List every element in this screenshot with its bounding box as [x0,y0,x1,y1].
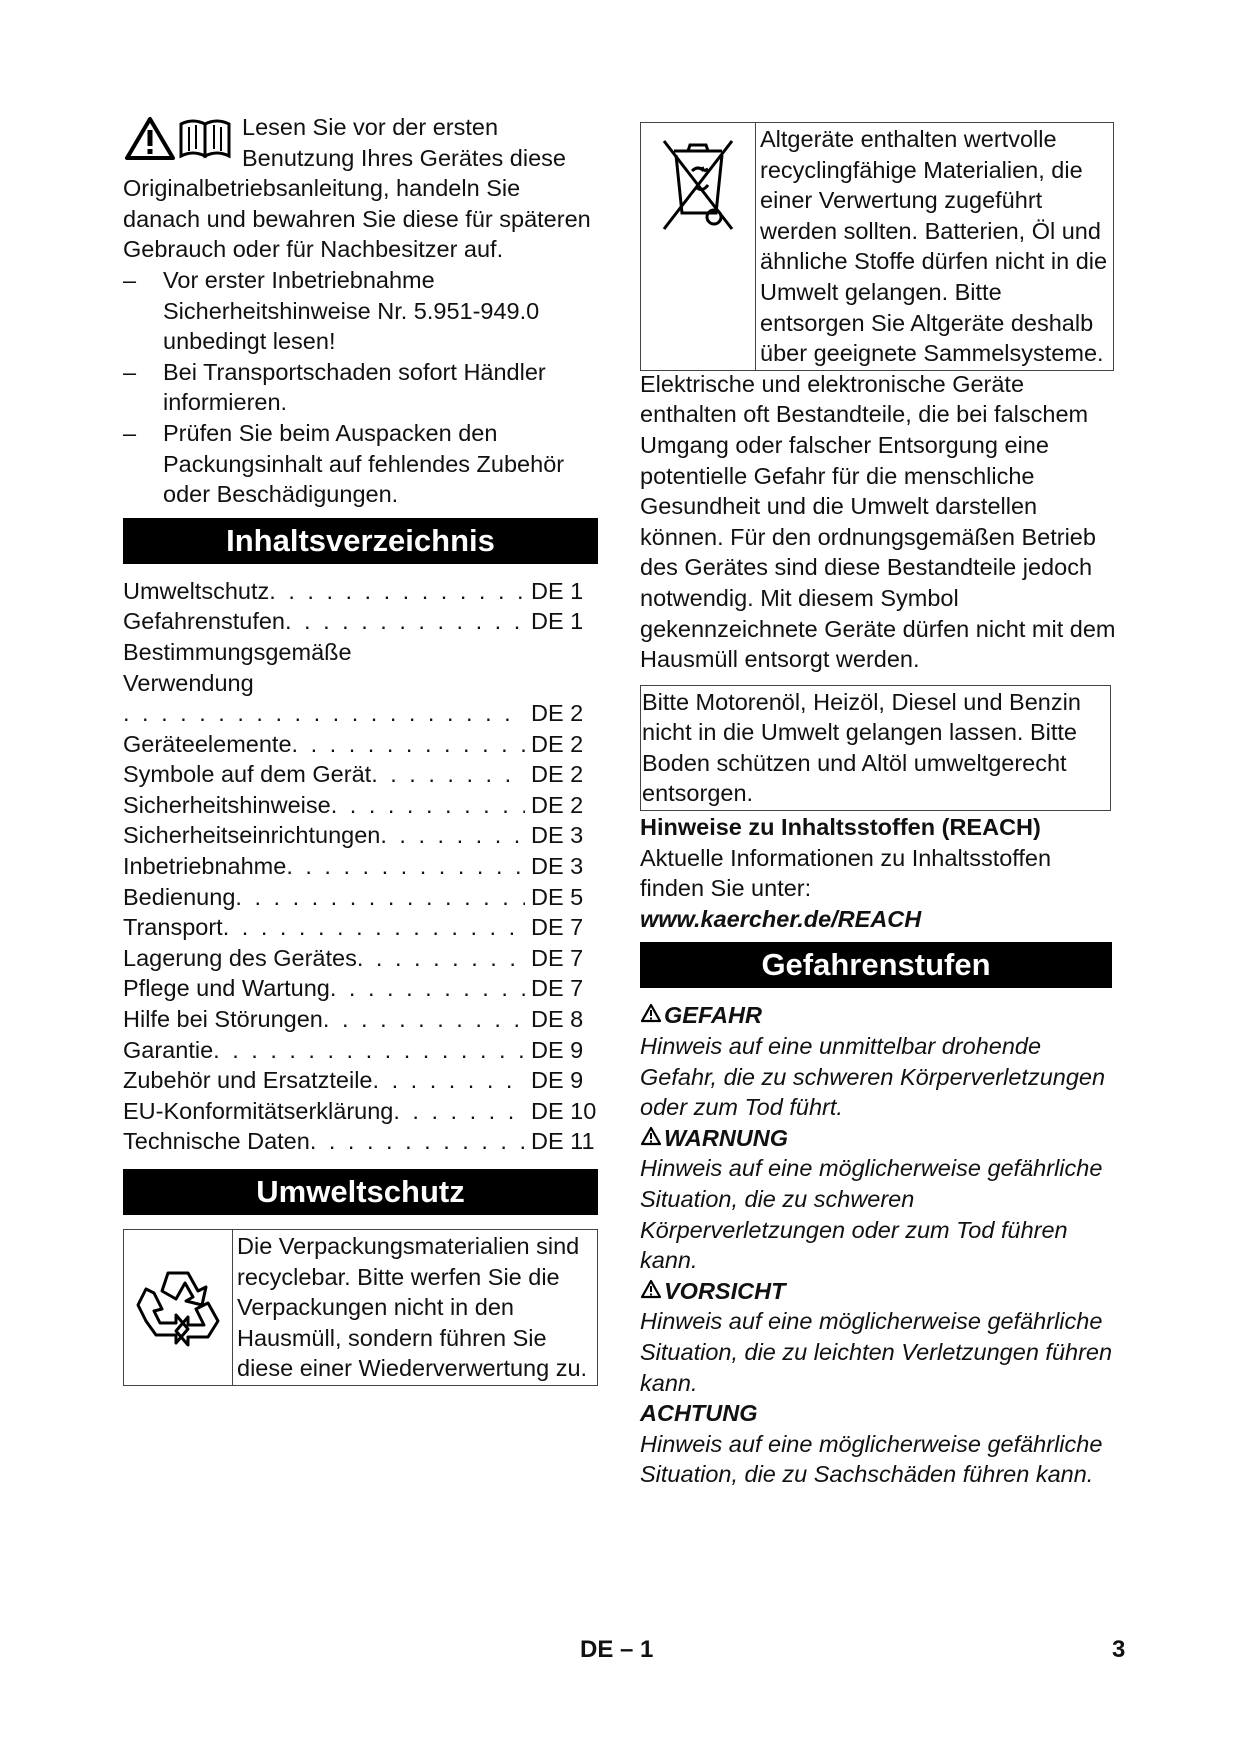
page-number: 3 [1112,1636,1126,1663]
toc-entry[interactable]: Gefahrenstufen . . . DE 1 [123,606,598,637]
left-column [123,112,598,1386]
intro-icons [123,112,238,168]
toc-entry[interactable]: Symbole auf dem Gerät . . . DE 2 [123,759,598,790]
hazard-label: GEFAHR [640,1000,1120,1031]
toc-entry[interactable]: Lagerung des Gerätes . . . DE 7 [123,943,598,974]
intro-text: Lesen Sie vor der ersten Benutzung Ihres Gerätes diese Originalbetriebsanleitung, handeln Sie danach und bewahren Sie diese für späteren Gebrauch oder für Nachbesitzer auf. [123,114,591,263]
crossed-out-bin-icon [641,123,756,370]
toc-entry-continuation: . . . DE 2 [123,698,598,729]
reach-heading: Hinweise zu Inhaltsstoffen (REACH) [640,814,1041,841]
oil-note-box: Bitte Motorenöl, Heizöl, Diesel und Benzin nicht in die Umwelt gelangen lassen. Bitte Boden schützen und Altöl umweltgerecht entsorgen. [640,685,1111,811]
toc-entry[interactable]: EU-Konformitätserklärung . . . DE 10 [123,1096,598,1127]
toc-entry[interactable]: Garantie . . . DE 9 [123,1035,598,1066]
footer-section-label: DE – 1 [580,1636,654,1663]
old-devices-text: Altgeräte enthalten wertvolle recyclingfähige Materialien, die einer Verwertung zugeführt werden sollten. Batterien, Öl und ähnliche Stoffe dürfen nicht in die Umwelt gelangen. Bitte entsorgen Sie Altgeräte deshalb über geeignete Sammelsysteme. [760,126,1108,367]
toc-entry[interactable]: Hilfe bei Störungen . . . DE 8 [123,1004,598,1035]
toc-entry[interactable]: Zubehör und Ersatzteile . . . DE 9 [123,1065,598,1096]
reach-text: Aktuelle Informationen zu Inhaltsstoffen finden Sie unter: [640,844,1052,902]
reach-link[interactable]: www.kaercher.de/REACH [640,905,922,932]
toc-entry[interactable]: Bestimmungsgemäße Verwendung [123,638,352,696]
right-column [640,122,1120,1490]
hazard-text: Hinweis auf eine möglicherweise gefährliche Situation, die zu schweren Körperverletzungen oder zum Tod führen kann. [640,1155,1103,1274]
intro-block [123,112,598,510]
hazard-text: Hinweis auf eine möglicherweise gefährliche Situation, die zu leichten Verletzungen führen kann. [640,1308,1113,1396]
warning-triangle-icon [640,1276,664,1307]
toc-entry[interactable]: Sicherheitshinweise . . . DE 2 [123,790,598,821]
hazard-label: ACHTUNG [640,1400,758,1427]
intro-bullet: – Bei Transportschaden sofort Händler informieren. [123,357,598,418]
intro-bullet: – Vor erster Inbetriebnahme Sicherheitshinweise Nr. 5.951-949.0 unbedingt lesen! [123,265,598,357]
table-of-contents [123,576,598,1157]
toc-heading: Inhaltsverzeichnis [123,518,598,564]
hazard-text: Hinweis auf eine unmittelbar drohende Gefahr, die zu schweren Körperverletzungen oder zum Tod führt. [640,1033,1106,1121]
toc-entry[interactable]: Geräteelemente . . . DE 2 [123,729,598,760]
toc-entry[interactable]: Technische Daten . . . DE 11 [123,1126,598,1157]
warning-triangle-icon [640,1000,664,1031]
toc-entry[interactable]: Umweltschutz . . . DE 1 [123,576,598,607]
old-devices-box [640,122,1114,371]
gefahrenstufen-heading: Gefahrenstufen [640,942,1112,988]
hazard-text: Hinweis auf eine möglicherweise gefährliche Situation, die zu Sachschäden führen kann. [640,1430,1103,1488]
packaging-box [123,1229,598,1386]
packaging-text: Die Verpackungsmaterialien sind recyclebar. Bitte werfen Sie die Verpackungen nicht in den Hausmüll, sondern führen Sie diese einer Wiederverwertung zu. [237,1233,588,1382]
toc-entry[interactable]: Pflege und Wartung . . . DE 7 [123,973,598,1004]
toc-entry[interactable]: Sicherheitseinrichtungen . . . DE 3 [123,820,598,851]
warning-triangle-icon [640,1123,664,1154]
warning-triangle-icon [127,119,173,158]
manual-book-icon [181,121,229,156]
toc-entry[interactable]: Bedienung . . . DE 5 [123,882,598,913]
electronics-text: Elektrische und elektronische Geräte enthalten oft Bestandteile, die bei falschem Umgang oder falscher Entsorgung eine potentielle Gefahr für die menschliche Gesundheit und die Umwelt darstellen können. Für den ordnungsgemäßen Betrieb des Gerätes sind diese Bestandteile jedoch notwendig. Mit diesem Symbol gekennzeichnete Geräte dürfen nicht mit dem Hausmüll entsorgt werden. [640,370,1116,673]
hazard-label: WARNUNG [640,1123,1120,1154]
recycling-icon [124,1230,233,1385]
umweltschutz-heading: Umweltschutz [123,1169,598,1215]
hazard-levels [640,1000,1120,1490]
intro-bullet: – Prüfen Sie beim Auspacken den Packungsinhalt auf fehlendes Zubehör oder Beschädigungen. [123,418,598,510]
toc-entry[interactable]: Inbetriebnahme . . . DE 3 [123,851,598,882]
toc-entry[interactable]: Transport . . . DE 7 [123,912,598,943]
hazard-label: VORSICHT [640,1276,1120,1307]
